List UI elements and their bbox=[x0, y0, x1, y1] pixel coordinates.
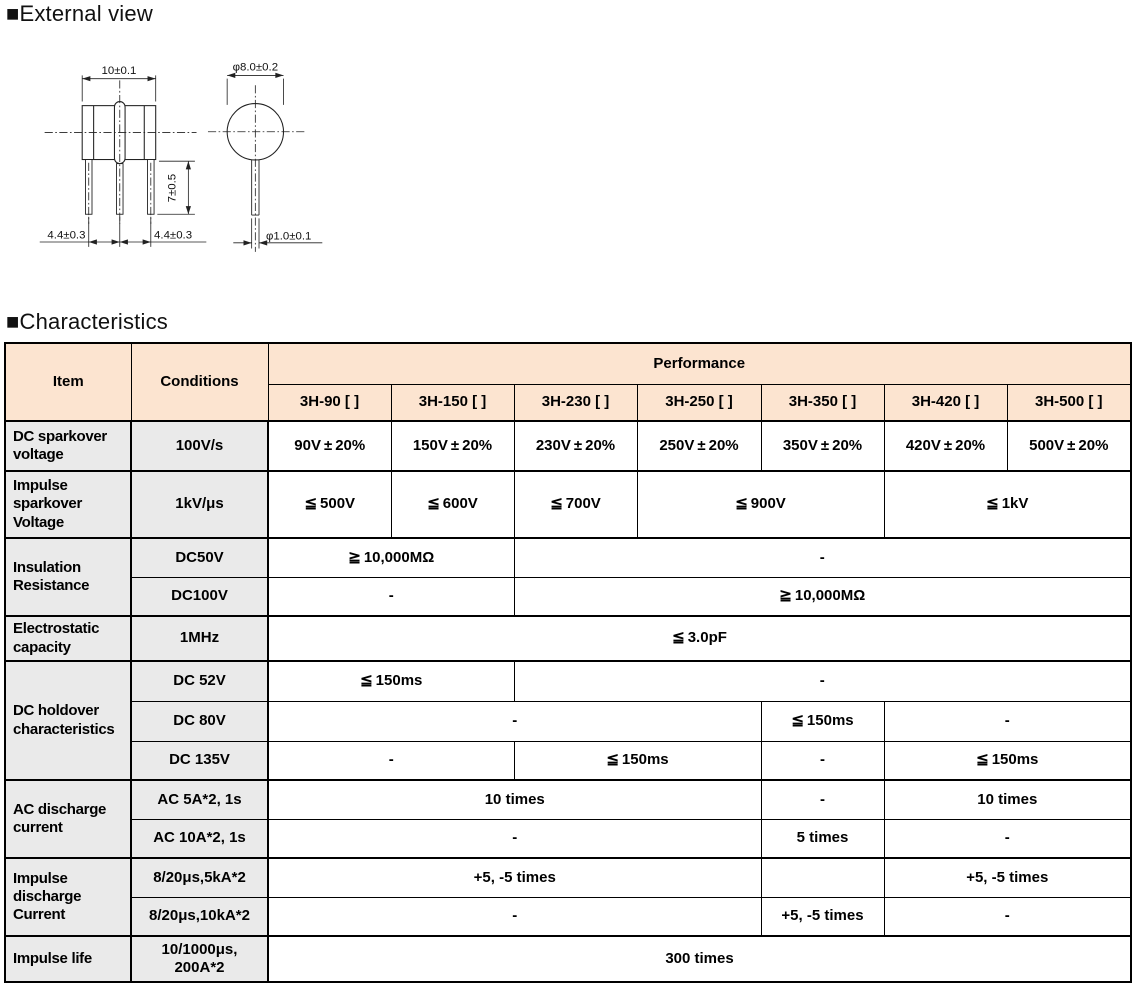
value-cell: ≦ 600V bbox=[391, 471, 514, 538]
col-header-model: 3H-420 [ ] bbox=[884, 384, 1007, 421]
value-cell: - bbox=[268, 701, 761, 741]
value-cell: ≦ 150ms bbox=[884, 741, 1131, 780]
value-cell: ≧ 10,000MΩ bbox=[268, 538, 514, 577]
condition-cell: AC 10A*2, 1s bbox=[131, 819, 268, 858]
external-view-heading: ■External view bbox=[6, 1, 153, 26]
value-cell: ≦ 3.0pF bbox=[268, 616, 1131, 661]
col-header-model: 3H-500 [ ] bbox=[1007, 384, 1131, 421]
value-cell: - bbox=[761, 741, 884, 780]
table-row bbox=[5, 577, 1131, 616]
value-cell: 500V ± 20% bbox=[1007, 421, 1131, 471]
condition-cell: DC50V bbox=[131, 538, 268, 577]
value-cell: +5, -5 times bbox=[761, 897, 884, 936]
characteristics-heading: ■Characteristics bbox=[6, 309, 168, 334]
value-cell: - bbox=[884, 701, 1131, 741]
value-cell: 90V ± 20% bbox=[268, 421, 391, 471]
value-cell: ≧ 10,000MΩ bbox=[514, 577, 1131, 616]
table-row bbox=[5, 897, 1131, 936]
arrowhead bbox=[143, 239, 151, 244]
col-header-item: Item bbox=[5, 343, 131, 421]
table-row bbox=[5, 421, 1131, 471]
value-cell bbox=[761, 858, 884, 897]
condition-cell: 1MHz bbox=[131, 616, 268, 661]
col-header-model: 3H-230 [ ] bbox=[514, 384, 637, 421]
value-cell: 150V ± 20% bbox=[391, 421, 514, 471]
value-cell: ≦ 150ms bbox=[268, 661, 514, 701]
value-cell: ≦ 1kV bbox=[884, 471, 1131, 538]
value-cell: - bbox=[514, 538, 1131, 577]
item-cell: DC holdover characteristics bbox=[5, 661, 131, 780]
table-row bbox=[5, 701, 1131, 741]
arrowhead bbox=[148, 76, 156, 81]
value-cell: ≦ 150ms bbox=[761, 701, 884, 741]
arrowhead bbox=[120, 239, 128, 244]
value-cell: ≦ 500V bbox=[268, 471, 391, 538]
condition-cell: DC 52V bbox=[131, 661, 268, 701]
condition-cell: 10/1000μs, 200A*2 bbox=[131, 936, 268, 982]
value-cell: - bbox=[884, 897, 1131, 936]
arrowhead bbox=[275, 73, 283, 78]
value-cell: - bbox=[268, 741, 514, 780]
table-row bbox=[5, 538, 1131, 577]
value-cell: - bbox=[884, 819, 1131, 858]
value-cell: 230V ± 20% bbox=[514, 421, 637, 471]
table-row bbox=[5, 741, 1131, 780]
value-cell: - bbox=[761, 780, 884, 819]
value-cell: ≦ 900V bbox=[637, 471, 884, 538]
condition-cell: DC100V bbox=[131, 577, 268, 616]
condition-cell: 8/20μs,10kA*2 bbox=[131, 897, 268, 936]
value-cell: ≦ 150ms bbox=[514, 741, 761, 780]
value-cell: 10 times bbox=[884, 780, 1131, 819]
value-cell: 5 times bbox=[761, 819, 884, 858]
item-cell: Insulation Resistance bbox=[5, 538, 131, 616]
item-cell: Impulse sparkover Voltage bbox=[5, 471, 131, 538]
external-view-drawing bbox=[0, 55, 380, 300]
item-cell: AC discharge current bbox=[5, 780, 131, 858]
value-cell: - bbox=[268, 577, 514, 616]
table-row bbox=[5, 661, 1131, 701]
arrowhead bbox=[186, 161, 191, 169]
value-cell: - bbox=[268, 819, 761, 858]
item-cell: Impulse life bbox=[5, 936, 131, 982]
value-cell: 250V ± 20% bbox=[637, 421, 761, 471]
table-row bbox=[5, 936, 1131, 982]
value-cell: +5, -5 times bbox=[268, 858, 761, 897]
arrowhead bbox=[82, 76, 90, 81]
value-cell: +5, -5 times bbox=[884, 858, 1131, 897]
value-cell: - bbox=[268, 897, 761, 936]
col-header-model: 3H-150 [ ] bbox=[391, 384, 514, 421]
condition-cell: DC 80V bbox=[131, 701, 268, 741]
value-cell: - bbox=[514, 661, 1131, 701]
col-header-conditions: Conditions bbox=[131, 343, 268, 421]
col-header-model: 3H-90 [ ] bbox=[268, 384, 391, 421]
arrowhead bbox=[186, 206, 191, 214]
arrowhead bbox=[227, 73, 235, 78]
condition-cell: 100V/s bbox=[131, 421, 268, 471]
table-row bbox=[5, 471, 1131, 538]
extension-line bbox=[82, 75, 156, 101]
condition-cell: 1kV/μs bbox=[131, 471, 268, 538]
value-cell: 350V ± 20% bbox=[761, 421, 884, 471]
item-cell: DC sparkover voltage bbox=[5, 421, 131, 471]
condition-cell: AC 5A*2, 1s bbox=[131, 780, 268, 819]
arrowhead bbox=[112, 239, 120, 244]
arrowhead bbox=[89, 239, 97, 244]
table-row bbox=[5, 780, 1131, 819]
table-row bbox=[5, 616, 1131, 661]
dim-label-lead-diameter: φ1.0±0.1 bbox=[265, 230, 312, 243]
item-cell: Electrostatic capacity bbox=[5, 616, 131, 661]
value-cell: 10 times bbox=[268, 780, 761, 819]
dim-label-pitch-left: 4.4±0.3 bbox=[47, 229, 86, 242]
arrowhead bbox=[243, 240, 251, 245]
dim-label-body-diameter: φ8.0±0.2 bbox=[232, 61, 279, 74]
characteristics-table bbox=[4, 342, 1132, 983]
table-row bbox=[5, 858, 1131, 897]
dim-label-body-width: 10±0.1 bbox=[101, 64, 137, 77]
dim-label-pitch-right: 4.4±0.3 bbox=[154, 229, 193, 242]
value-cell: 300 times bbox=[268, 936, 1131, 982]
value-cell: 420V ± 20% bbox=[884, 421, 1007, 471]
item-cell: Impulse discharge Current bbox=[5, 858, 131, 936]
col-header-model: 3H-250 [ ] bbox=[637, 384, 761, 421]
table-row bbox=[5, 819, 1131, 858]
col-header-performance: Performance bbox=[268, 343, 1131, 384]
dim-label-lead-length: 7±0.5 bbox=[166, 173, 179, 203]
condition-cell: 8/20μs,5kA*2 bbox=[131, 858, 268, 897]
value-cell: ≦ 700V bbox=[514, 471, 637, 538]
condition-cell: DC 135V bbox=[131, 741, 268, 780]
col-header-model: 3H-350 [ ] bbox=[761, 384, 884, 421]
